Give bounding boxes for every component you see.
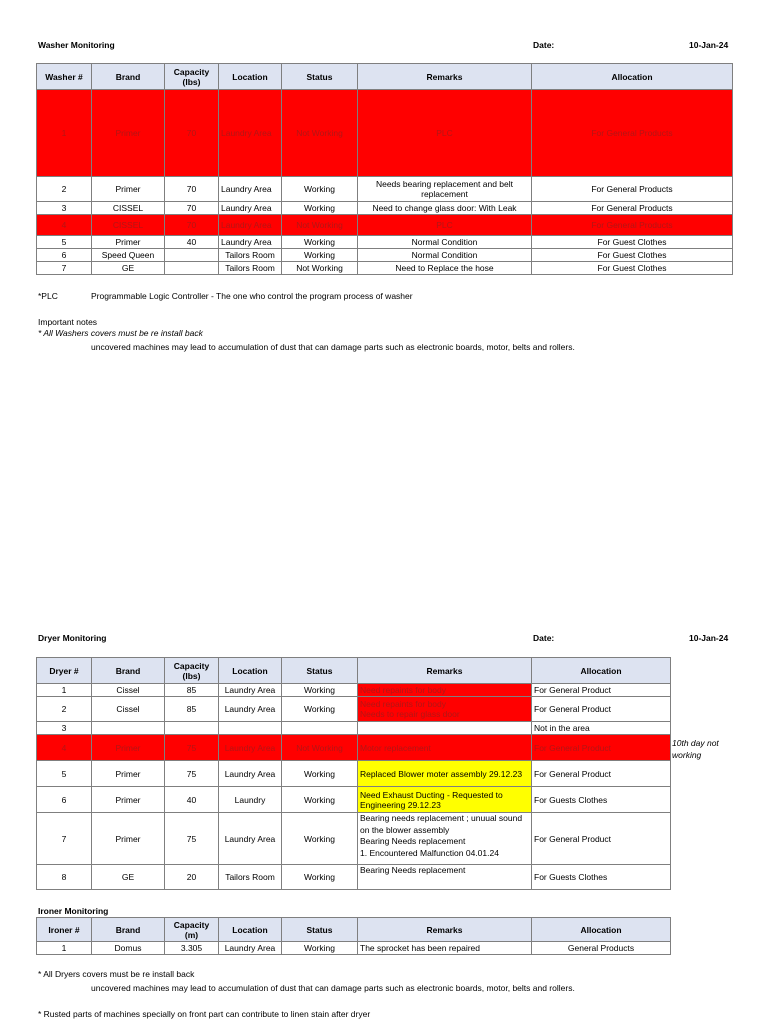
dryer-cell-location: Laundry Area bbox=[219, 735, 282, 761]
dryer-title: Dryer Monitoring bbox=[38, 633, 107, 643]
dryer-cell-allocation: For General Product bbox=[532, 684, 671, 697]
dryer-cell-remarks bbox=[358, 722, 532, 735]
washer-cell-remarks: Need to Replace the hose bbox=[358, 262, 532, 275]
table-row bbox=[37, 684, 671, 697]
dryer-cell-remarks-text: Bearing needs replacement ; unuual sound on the blower assembly Bearing Needs replacement 1. Encountered Malfunction 04.01.24 bbox=[360, 813, 523, 858]
ironer-header-location: Location bbox=[219, 918, 282, 942]
dryer-cell-no: 4 bbox=[37, 735, 92, 761]
dryer-cell-status: Working bbox=[282, 813, 358, 865]
washer-dust-note: uncovered machines may lead to accumulation of dust that can damage parts such as electronic boards, motor, belts and rollers. bbox=[91, 342, 575, 352]
dryer-header-remarks: Remarks bbox=[358, 658, 532, 684]
washer-cell-status: Working bbox=[282, 177, 358, 202]
ironer-header-row bbox=[37, 918, 671, 942]
washer-cell-capacity: 70 bbox=[165, 90, 219, 177]
dryer-cell-status: Working bbox=[282, 787, 358, 813]
dryer-header-row bbox=[37, 658, 671, 684]
washer-cell-brand: Primer bbox=[92, 236, 165, 249]
dryer-cell-brand: GE bbox=[92, 865, 165, 890]
dryer-cell-location bbox=[219, 722, 282, 735]
washer-cell-allocation: For General Products bbox=[532, 215, 733, 236]
washer-header-row bbox=[37, 64, 733, 90]
table-row bbox=[37, 865, 671, 890]
washer-cell-no: 3 bbox=[37, 202, 92, 215]
dryer-cell-remarks bbox=[358, 813, 532, 865]
table-row bbox=[37, 262, 733, 275]
dryer-side-note: 10th day not working bbox=[672, 738, 719, 760]
washer-cell-allocation: For General Products bbox=[532, 90, 733, 177]
dryer-cover-note: * All Dryers covers must be re install back bbox=[38, 969, 195, 979]
dryer-cell-brand: Cissel bbox=[92, 697, 165, 722]
washer-cell-no: 4 bbox=[37, 215, 92, 236]
dryer-header-allocation: Allocation bbox=[532, 658, 671, 684]
table-row bbox=[37, 722, 671, 735]
ironer-table bbox=[36, 917, 671, 955]
ironer-cell-status: Working bbox=[282, 942, 358, 955]
ironer-cell-capacity: 3.305 bbox=[165, 942, 219, 955]
table-row bbox=[37, 697, 671, 722]
dryer-cell-no: 1 bbox=[37, 684, 92, 697]
dryer-cell-allocation: Not in the area bbox=[532, 722, 671, 735]
dryer-cell-location: Laundry Area bbox=[219, 813, 282, 865]
washer-cell-capacity bbox=[165, 262, 219, 275]
dryer-cell-capacity: 85 bbox=[165, 684, 219, 697]
dryer-header-location: Location bbox=[219, 658, 282, 684]
ironer-header-allocation: Allocation bbox=[532, 918, 671, 942]
washer-cell-capacity: 70 bbox=[165, 177, 219, 202]
ironer-title: Ironer Monitoring bbox=[38, 906, 109, 916]
plc-abbreviation: *PLC bbox=[38, 291, 58, 301]
washer-cell-allocation: For Guest Clothes bbox=[532, 249, 733, 262]
washer-cell-location: Laundry Area bbox=[219, 202, 282, 215]
dryer-cell-remarks: Motor replacement bbox=[358, 735, 532, 761]
ironer-cell-location: Laundry Area bbox=[219, 942, 282, 955]
dryer-cell-no: 2 bbox=[37, 697, 92, 722]
washer-cell-no: 7 bbox=[37, 262, 92, 275]
plc-description: Programmable Logic Controller - The one who control the program process of washer bbox=[91, 291, 413, 301]
washer-cell-remarks: PLC bbox=[358, 90, 532, 177]
dryer-cell-remarks: Need Exhaust Ducting - Requested to Engineering 29.12.23 bbox=[358, 787, 532, 813]
dryer-cell-allocation: For Guests Clothes bbox=[532, 865, 671, 890]
dryer-header-capacity bbox=[165, 658, 219, 684]
table-row bbox=[37, 90, 733, 177]
dryer-cell-brand: Primer bbox=[92, 735, 165, 761]
dryer-cell-allocation: For General Product bbox=[532, 735, 671, 761]
table-row bbox=[37, 942, 671, 955]
washer-header-status: Status bbox=[282, 64, 358, 90]
washer-header-brand: Brand bbox=[92, 64, 165, 90]
dryer-cell-capacity: 75 bbox=[165, 735, 219, 761]
dryer-cell-capacity: 75 bbox=[165, 761, 219, 787]
dryer-cell-brand: Primer bbox=[92, 813, 165, 865]
washer-cell-capacity: 40 bbox=[165, 236, 219, 249]
washer-header-remarks: Remarks bbox=[358, 64, 532, 90]
dryer-cell-brand: Cissel bbox=[92, 684, 165, 697]
washer-cell-location: Tailors Room bbox=[219, 249, 282, 262]
washer-cell-no: 6 bbox=[37, 249, 92, 262]
washer-cell-status: Working bbox=[282, 249, 358, 262]
dryer-cell-remarks: Replaced Blower moter assembly 29.12.23 bbox=[358, 761, 532, 787]
dryer-cell-remarks bbox=[358, 697, 532, 722]
washer-cell-brand: CISSEL bbox=[92, 202, 165, 215]
dryer-cell-status: Working bbox=[282, 865, 358, 890]
dryer-cell-no: 6 bbox=[37, 787, 92, 813]
dryer-header-capacity-text: Capacity (lbs) bbox=[173, 660, 210, 681]
dryer-cell-location: Laundry Area bbox=[219, 684, 282, 697]
dryer-cell-remarks-text: Need repaints for body Needs to repair glass door bbox=[360, 699, 460, 719]
washer-cell-allocation: For Guest Clothes bbox=[532, 236, 733, 249]
dryer-header-brand: Brand bbox=[92, 658, 165, 684]
dryer-cell-remarks: Need repaints for body bbox=[358, 684, 532, 697]
dryer-cell-location: Tailors Room bbox=[219, 865, 282, 890]
ironer-header-capacity-text: Capacity (m) bbox=[173, 919, 210, 940]
dryer-cell-capacity bbox=[165, 722, 219, 735]
ironer-cell-remarks: The sprocket has been repaired bbox=[358, 942, 532, 955]
dryer-cell-no: 3 bbox=[37, 722, 92, 735]
dryer-cell-no: 5 bbox=[37, 761, 92, 787]
table-row bbox=[37, 236, 733, 249]
washer-cell-remarks: PLC bbox=[358, 215, 532, 236]
table-row bbox=[37, 761, 671, 787]
washer-cell-capacity: 70 bbox=[165, 215, 219, 236]
washer-cell-no: 1 bbox=[37, 90, 92, 177]
washer-cell-allocation: For Guest Clothes bbox=[532, 262, 733, 275]
dryer-date-label: Date: bbox=[533, 633, 555, 643]
dryer-cell-capacity: 85 bbox=[165, 697, 219, 722]
dryer-table bbox=[36, 657, 671, 890]
washer-cell-location: Tailors Room bbox=[219, 262, 282, 275]
washer-header-capacity-text: Capacity (lbs) bbox=[173, 66, 210, 87]
table-row bbox=[37, 202, 733, 215]
washer-cell-allocation: For General Products bbox=[532, 177, 733, 202]
ironer-header-status: Status bbox=[282, 918, 358, 942]
washer-cell-location: Laundry Area bbox=[219, 236, 282, 249]
washer-title: Washer Monitoring bbox=[38, 40, 115, 50]
washer-cell-location: Laundry Area bbox=[219, 90, 282, 177]
washer-cell-status: Not Working bbox=[282, 215, 358, 236]
washer-header-location: Location bbox=[219, 64, 282, 90]
dryer-cell-no: 8 bbox=[37, 865, 92, 890]
dryer-cell-status bbox=[282, 722, 358, 735]
washer-cell-remarks: Needs bearing replacement and belt replacement bbox=[358, 177, 532, 202]
dryer-date-value: 10-Jan-24 bbox=[689, 633, 729, 643]
washer-cover-note: * All Washers covers must be re install back bbox=[38, 328, 203, 338]
dryer-cell-status: Not Working bbox=[282, 735, 358, 761]
washer-cell-status: Not Working bbox=[282, 90, 358, 177]
dryer-cell-allocation: For General Product bbox=[532, 697, 671, 722]
dryer-header-status: Status bbox=[282, 658, 358, 684]
ironer-header-remarks: Remarks bbox=[358, 918, 532, 942]
ironer-header-capacity bbox=[165, 918, 219, 942]
washer-header-no: Washer # bbox=[37, 64, 92, 90]
ironer-cell-brand: Domus bbox=[92, 942, 165, 955]
dryer-cell-brand: Primer bbox=[92, 761, 165, 787]
washer-header-capacity bbox=[165, 64, 219, 90]
washer-cell-brand: Primer bbox=[92, 90, 165, 177]
washer-cell-capacity bbox=[165, 249, 219, 262]
dryer-cell-status: Working bbox=[282, 684, 358, 697]
washer-date-label: Date: bbox=[533, 40, 555, 50]
table-row bbox=[37, 215, 733, 236]
washer-cell-no: 5 bbox=[37, 236, 92, 249]
dryer-cell-allocation: For Guests Clothes bbox=[532, 787, 671, 813]
dryer-cell-status: Working bbox=[282, 761, 358, 787]
table-row bbox=[37, 787, 671, 813]
dryer-cell-status: Working bbox=[282, 697, 358, 722]
dryer-cell-remarks: Bearing Needs replacement bbox=[358, 865, 532, 890]
rust-note: * Rusted parts of machines specially on front part can contribute to linen stain after dryer bbox=[38, 1009, 371, 1019]
washer-header-allocation: Allocation bbox=[532, 64, 733, 90]
washer-cell-capacity: 70 bbox=[165, 202, 219, 215]
dryer-cell-capacity: 75 bbox=[165, 813, 219, 865]
ironer-header-brand: Brand bbox=[92, 918, 165, 942]
washer-cell-remarks: Need to change glass door: With Leak bbox=[358, 202, 532, 215]
ironer-cell-no: 1 bbox=[37, 942, 92, 955]
dryer-header-no: Dryer # bbox=[37, 658, 92, 684]
dryer-cell-allocation: For General Product bbox=[532, 813, 671, 865]
washer-cell-location: Laundry Area bbox=[219, 215, 282, 236]
washer-cell-brand: Primer bbox=[92, 177, 165, 202]
dryer-cell-capacity: 40 bbox=[165, 787, 219, 813]
washer-cell-brand: Speed Queen bbox=[92, 249, 165, 262]
ironer-cell-allocation: General Products bbox=[532, 942, 671, 955]
dryer-cell-allocation: For General Product bbox=[532, 761, 671, 787]
washer-cell-remarks: Normal Condition bbox=[358, 236, 532, 249]
washer-cell-location: Laundry Area bbox=[219, 177, 282, 202]
important-notes-title: Important notes bbox=[38, 317, 98, 327]
dryer-cell-location: Laundry bbox=[219, 787, 282, 813]
washer-cell-brand: CISSEL bbox=[92, 215, 165, 236]
dryer-cell-capacity: 20 bbox=[165, 865, 219, 890]
washer-cell-remarks: Normal Condition bbox=[358, 249, 532, 262]
table-row bbox=[37, 735, 671, 761]
table-row bbox=[37, 249, 733, 262]
washer-date-value: 10-Jan-24 bbox=[689, 40, 729, 50]
dryer-cell-no: 7 bbox=[37, 813, 92, 865]
dryer-cell-location: Laundry Area bbox=[219, 761, 282, 787]
table-row bbox=[37, 177, 733, 202]
washer-cell-allocation: For General Products bbox=[532, 202, 733, 215]
washer-cell-no: 2 bbox=[37, 177, 92, 202]
washer-table bbox=[36, 63, 733, 275]
washer-cell-status: Working bbox=[282, 236, 358, 249]
washer-cell-status: Working bbox=[282, 202, 358, 215]
dryer-cell-brand: Primer bbox=[92, 787, 165, 813]
ironer-header-no: Ironer # bbox=[37, 918, 92, 942]
table-row bbox=[37, 813, 671, 865]
washer-cell-brand: GE bbox=[92, 262, 165, 275]
dryer-dust-note: uncovered machines may lead to accumulation of dust that can damage parts such as electronic boards, motor, belts and rollers. bbox=[91, 983, 575, 993]
dryer-cell-brand bbox=[92, 722, 165, 735]
washer-cell-status: Not Working bbox=[282, 262, 358, 275]
dryer-cell-location: Laundry Area bbox=[219, 697, 282, 722]
